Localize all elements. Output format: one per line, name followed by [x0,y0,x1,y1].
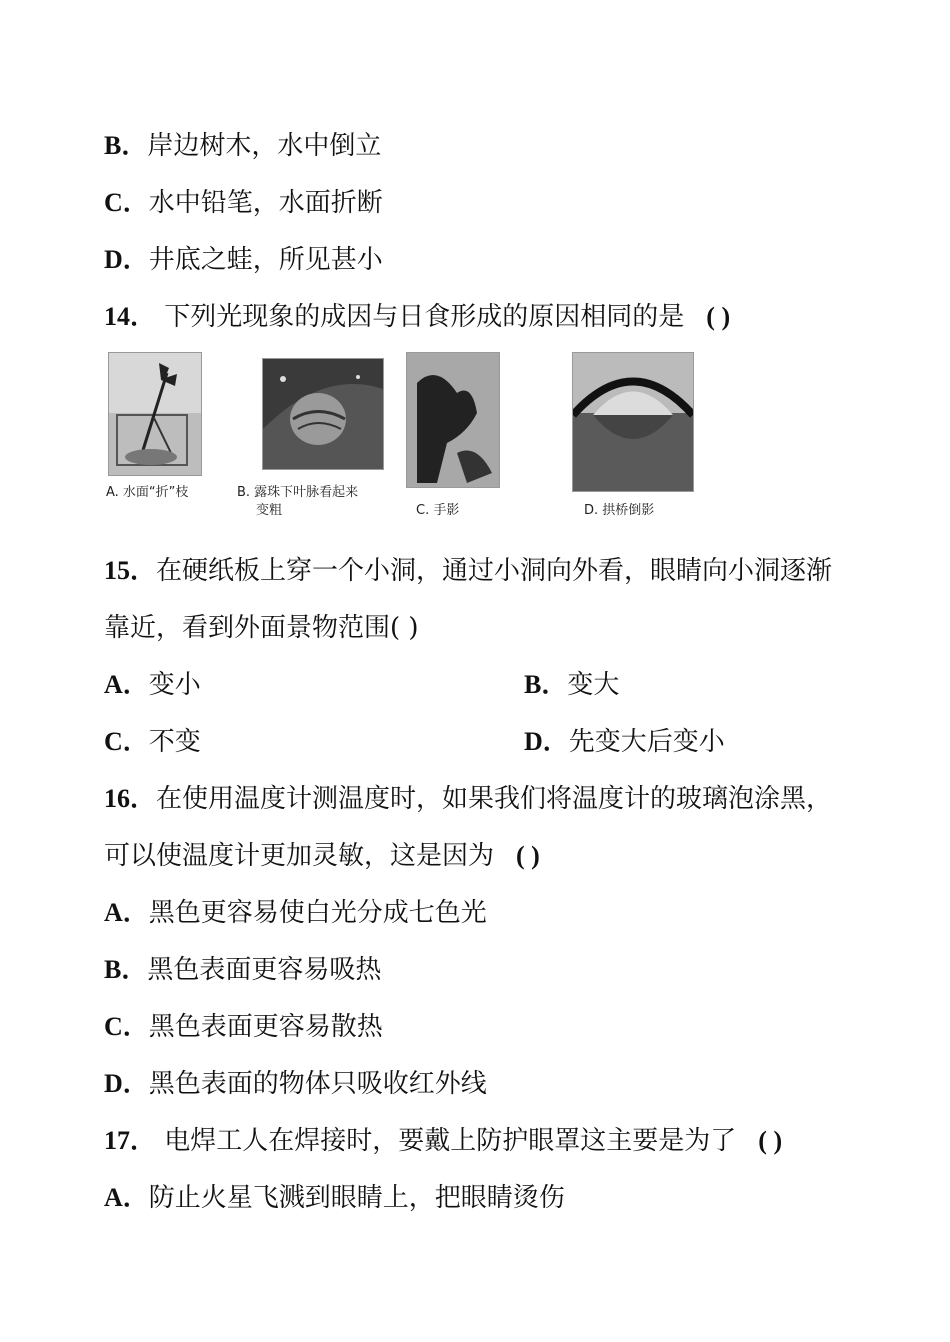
question-text: 电焊工人在焊接时，要戴上防护眼罩这主要是为了 [164,1126,737,1156]
q16-stem-line2 [104,840,540,872]
option-text: 变大 [567,670,620,700]
option-label: A． [104,898,149,927]
q16-option-c [104,1011,383,1043]
q15-option-c [104,726,201,758]
q15-option-d [524,726,725,758]
option-text: 水中铅笔，水面折断 [148,188,383,218]
q16-option-b [104,954,381,986]
option-text: 变小 [148,670,201,700]
answer-paren: ( ) [706,302,731,331]
q13-option-d [104,244,383,276]
q17-option-a [104,1182,565,1214]
question-text: 在使用温度计测温度时，如果我们将温度计的玻璃泡涂黑， [156,784,833,814]
caption-b-line1: B. 露珠下叶脉看起来 [237,485,359,500]
option-text: 不变 [148,727,201,757]
q15-stem-line1 [104,555,832,587]
caption-d: D. 拱桥倒影 [584,503,655,518]
option-label: D． [104,245,149,274]
option-label: A． [104,1183,149,1212]
option-text: 黑色表面更容易散热 [148,1012,383,1042]
photo-arch-bridge-reflection [572,352,694,492]
photo-hand-shadow [406,352,500,488]
q17-stem [104,1125,782,1157]
option-label: C． [104,1012,149,1041]
question-number: 14． [104,302,157,331]
q16-option-d [104,1068,487,1100]
answer-paren: ( ) [758,1126,783,1155]
option-label: D． [524,727,569,756]
question-number: 17． [104,1126,157,1155]
option-text: 黑色表面更容易吸热 [147,955,382,985]
photo-dew-drop-leaf [262,358,384,470]
option-text: 黑色更容易使白光分成七色光 [148,898,487,928]
question-number: 15． [104,556,157,585]
option-text: 黑色表面的物体只吸收红外线 [148,1069,487,1099]
answer-paren: ( ) [516,841,540,870]
q16-option-a [104,897,487,929]
q13-option-c [104,187,383,219]
q13-option-b [104,130,381,162]
q15-stem-line2 [104,612,419,644]
option-label: B． [104,131,148,160]
q16-stem-line1 [104,783,832,815]
option-text: 防止火星飞溅到眼睛上，把眼睛烫伤 [148,1183,565,1213]
q14-stem [104,301,730,333]
option-label: B． [524,670,568,699]
q15-option-b [524,669,619,701]
option-text: 先变大后变小 [568,727,725,757]
option-text: 岸边树木，水中倒立 [147,131,382,161]
question-text: 在硬纸板上穿一个小洞，通过小洞向外看，眼睛向小洞逐渐 [156,556,833,586]
caption-a: A. 水面“折”枝 [106,485,189,500]
caption-c: C. 手影 [416,503,460,518]
option-label: C． [104,727,149,756]
option-label: D． [104,1069,149,1098]
option-text: 井底之蛙，所见甚小 [148,245,383,275]
option-label: A． [104,670,149,699]
question-text: 下列光现象的成因与日食形成的原因相同的是 [164,302,685,332]
question-text-cont: 可以使温度计更加灵敏，这是因为 [104,841,495,871]
q14-figure-row [104,350,704,520]
question-number: 16． [104,784,157,813]
option-label: C． [104,188,149,217]
caption-b-line2: 变粗 [256,503,283,518]
option-label: B． [104,955,148,984]
q15-option-a [104,669,201,701]
photo-branch-in-water [108,352,202,476]
question-text-cont: 靠近，看到外面景物范围( ) [104,613,419,643]
